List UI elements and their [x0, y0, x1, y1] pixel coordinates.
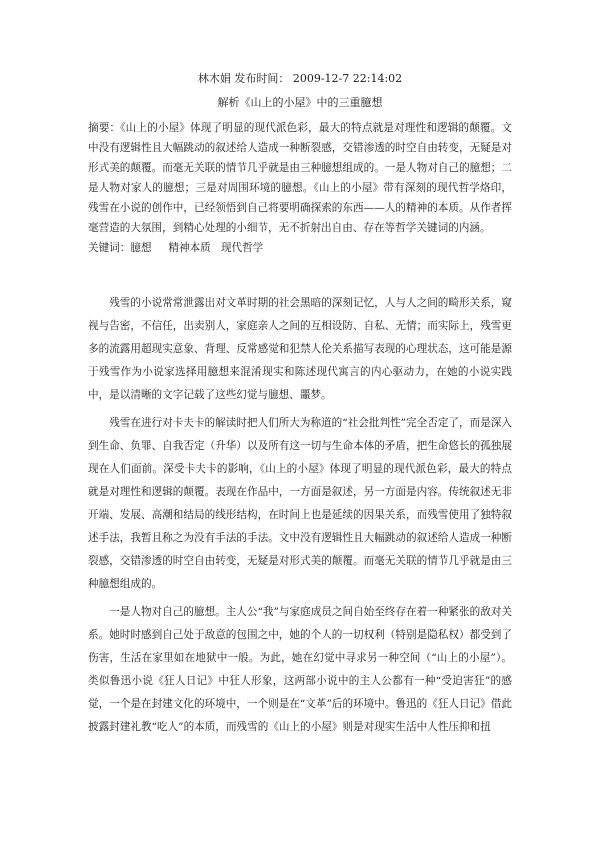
abstract-paragraph: 摘要：《山上的小屋》体现了明显的现代派色彩，最大的特点就是对理性和逻辑的颠覆。文中没有逻辑性且大幅跳动的叙述给人造成一种断裂感，交错渗透的时空自由转变，无疑是对形式美的颠覆。而毫无关联的情节几乎就是由三种臆想组成的。一是人物对自己的臆想；二是人物对家人的臆想；三是对周围环境的臆想。《山上的小屋》带有深刻的现代哲学烙印，残雪在小说的创作中，已经领悟到自己将要明确探索的东西——人的精神的本质。从作者挥毫营造的大氛围，到精心处理的小细节，无不折射出自由、存在等哲学关键词的内涵。	[88, 122, 512, 234]
body-paragraph: 残雪在进行对卡夫卡的解读时把人们所大为称道的“社会批判性”完全否定了，而是深入到生命、负罪、自我否定（升华）以及所有这一切与生命本体的矛盾，把生命悠长的孤独展现在人们面前。深受卡夫卡的影响，《山上的小屋》体现了明显的现代派色彩，最大的特点就是对理性和逻辑的颠覆。表现在作品中，一方面是叙述，另一方面是内容。传统叙述无非开端、发展、高潮和结局的线形结构，在时间上也是延续的因果关系，而残雪使用了独特叙述手法，我暂且称之为没有手法的手法。文中没有逻辑性且大幅跳动的叙述给人造成一种断裂感，交错渗透的时空自由转变，无疑是对形式美的颠覆。而毫无关联的情节几乎就是由三种臆想组成的。	[88, 417, 512, 590]
author-date-line: 林木娟 发布时间： 2009-12-7 22:14:02	[197, 72, 403, 85]
body-paragraph: 一是人物对自己的臆想。主人公“我”与家庭成员之间自始至终存在着一种紧张的敌对关系。她时时感到自己处于敌意的包围之中，她的个人的一切权利（特别是隐私权）都受到了伤害，生活在家里如在地狱中一般。为此，她在幻觉中寻求另一种空间（“山上的小屋”）。类似鲁迅小说《狂人日记》中狂人形象，这两部小说中的主人公都有一种“受迫害狂”的感觉，一个是在封建文化的环境中，一个则是在“文革”后的环境中。鲁迅的《狂人日记》借此披露封建礼教“吃人”的本质，而残雪的《山上的小屋》则是对现实生活中人性压抑和扭	[88, 606, 512, 733]
document-page	[88, 70, 512, 744]
body-paragraph: 残雪的小说常常泄露出对文革时期的社会黑暗的深刻记忆，人与人之间的畸形关系，窥视与告密，不信任，出卖别人，家庭亲人之间的互相设防、自私、无情；而实际上，残雪更多的流露用超现实意象、背理、反常感觉和犯禁人伦关系描写表现的心理状态，这可能是源于残雪作为小说家选择用臆想来混淆现实和陈述现代寓言的内心驱动力，在她的小说实践中，是以清晰的文字记载了这些幻觉与臆想、噩梦。	[88, 297, 512, 401]
section-spacer	[88, 258, 512, 292]
keywords-line: 关键词：臆想 精神本质 现代哲学	[88, 242, 264, 254]
article-title: 解析《山上的小屋》中的三重臆想	[217, 96, 383, 109]
